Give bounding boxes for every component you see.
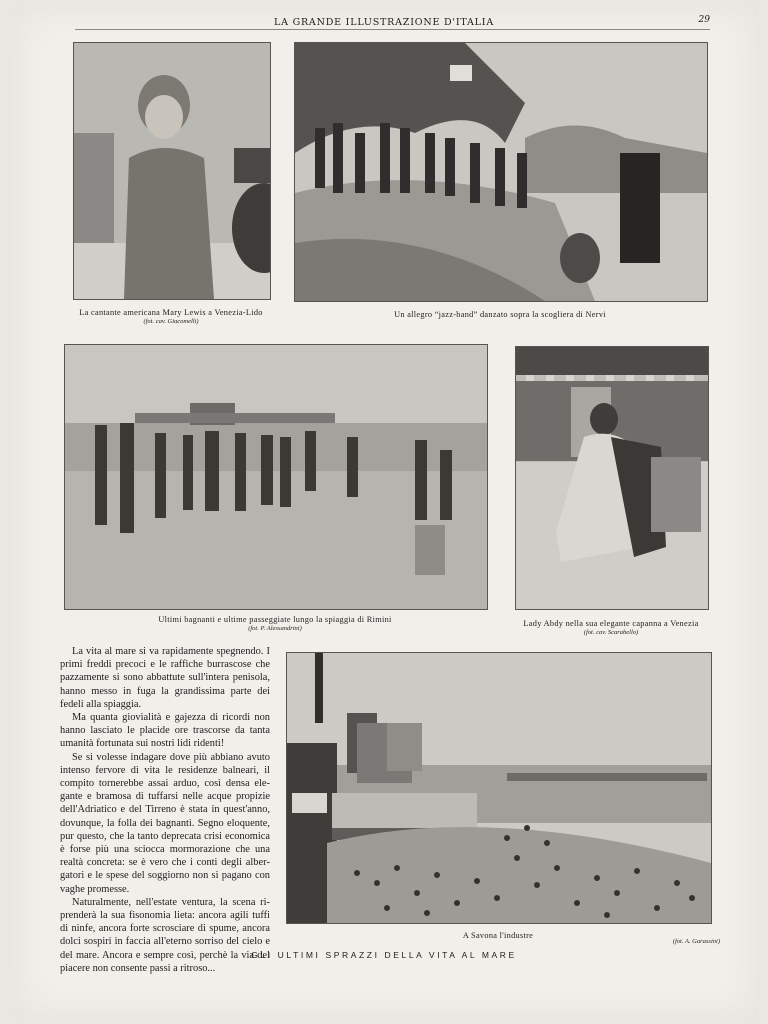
caption-text: A Savona l'industre [462, 931, 534, 940]
photo-mary-lewis [73, 42, 271, 300]
photo-rimini-beach [64, 344, 488, 610]
article-paragraph: Ma quanta giovialità e gajezza di ricordi non hanno lasciato le placide ore trascorse da tanta umanità fortunata sui nostri lidi ridenti! [60, 712, 270, 750]
magazine-title: LA GRANDE ILLUSTRAZIONE D'ITALIA [274, 17, 494, 28]
photo-lady-abdy [515, 346, 709, 610]
article-paragraph: La vita al mare si va rapidamente spegnendo. I primi freddi precoci e le raffiche burrascose che pazzamente si sono abbattute sull'intera penisola, hanno messo in fuga la grandissima parte dei fedeli alla spiaggia. [60, 646, 270, 710]
photo-credit-savona [620, 937, 720, 945]
photo-credit: (fot. P. Alessandrini) [248, 625, 302, 632]
photo-credit: (fot. cav. Giacomelli) [143, 318, 199, 325]
photo-credit: (fot. cav. Scarabello) [583, 629, 639, 636]
section-title: GLI ULTIMI SPRAZZI DELLA VITA AL MARE [251, 950, 517, 960]
article-paragraph: Naturalmente, nell'estate ventura, la scena riprenderà la sua fisonomia lieta: ancora agili tuffi di ninfe, ancora forte scrosciare di spume, ancora dolci sospiri in faccia all'eterno sorriso del cielo e del mare. Ancora e sempre così, perchè la via del piacere non consente passi a ritroso... [60, 896, 270, 974]
caption-text: La cantante americana Mary Lewis a Venezia-Lido [79, 308, 263, 317]
caption-jazz-band [294, 310, 706, 319]
photo-credit: (fot. A. Garassini) [672, 938, 720, 945]
photo-jazz-band [294, 42, 708, 302]
article-paragraph: Se si volesse indagare dove più abbiano avuto intenso fervore di vita le residenze balneari, il compito tornerebbe assai arduo, così densa elegante e bramosa di tuffarsi nelle acque propizie dell'Adriatico e del Tirreno è stata in quest'anno, dovunque, la folla dei bagnanti. Segno eloquente, pur questo, che la tanto deprecata crisi economica è forse più una sciocca mormorazione che una realtà concreta: se è vero che i conti degli albergatori e le spese del soggiorno non si pagano con vaghe promesse. [60, 751, 270, 895]
caption-text: Lady Abdy nella sua elegante capanna a Venezia [523, 619, 699, 628]
photo-savona [286, 652, 712, 924]
caption-lady-abdy [505, 619, 717, 636]
caption-text: Ultimi bagnanti e ultime passeggiate lungo la spiaggia di Rimini [158, 615, 392, 624]
caption-text: Un allegro “jazz-band” danzato sopra la scogliera di Nervi [394, 310, 606, 319]
page-number: 29 [698, 15, 710, 25]
caption-rimini [64, 615, 486, 632]
header-rule [75, 29, 710, 30]
article-body [60, 645, 270, 975]
caption-mary-lewis [58, 308, 284, 325]
